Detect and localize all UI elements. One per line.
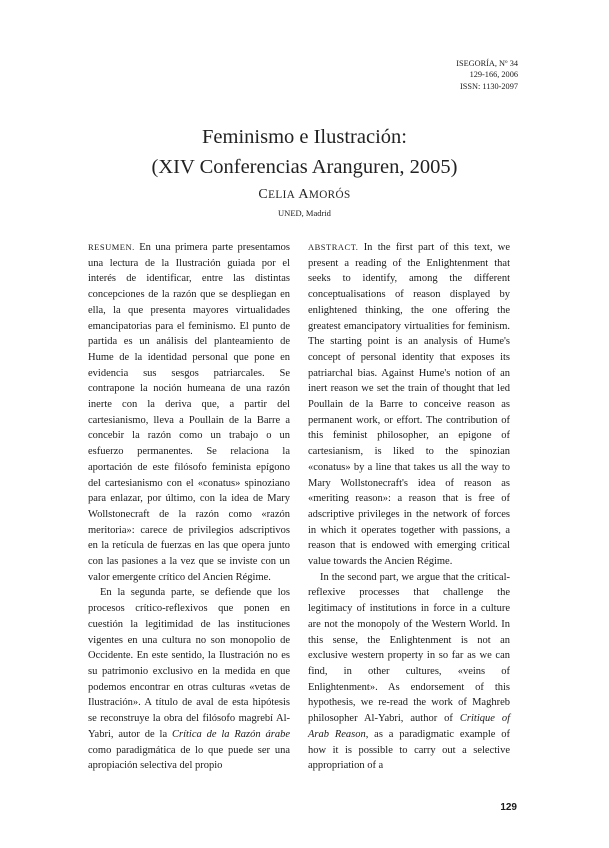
journal-issn: ISSN: 1130-2097	[459, 81, 518, 91]
abstract-p2-italic: Critique of Arab Reason	[308, 713, 511, 740]
author-affiliation: UNED, Madrid	[278, 208, 331, 218]
abstract-p2-end: , as a paradigmatic example of how it is possible to carry out a selective appropriation of a	[308, 728, 510, 772]
abstract-column	[308, 240, 510, 774]
title-line-1: Feminismo e Ilustración:	[202, 126, 407, 148]
resumen-p2-end: como paradigmática de lo que puede ser una apropiación selectiva del propio	[88, 744, 290, 772]
resumen-p2-text: En la segunda parte, se defiende que los procesos crítico-reflexivos que ponen en cuestión la legitimidad de las instituciones vigentes en una cultura no son monopolio de Occidente. En este sentido, la Ilustración no es su patrimonio exclusivo en la medida en que podemos encontrar en otras culturas «vetas de Ilustración». A título de aval de esta hipótesis se reconstruye la obra del filósofo magrebí Al-Yabri, autor de la	[88, 587, 290, 740]
abstract-label: ABSTRACT.	[308, 242, 359, 252]
abstract-paragraph-1	[308, 240, 510, 570]
resumen-p2-italic: Crítica de la Razón árabe	[171, 728, 290, 740]
author-last-rest: MORÓS	[308, 189, 351, 201]
title-line-2: (XIV Conferencias Aranguren, 2005)	[151, 156, 458, 178]
journal-header	[456, 58, 518, 92]
resumen-paragraph-2	[88, 585, 290, 773]
author-name	[0, 187, 609, 203]
page-number: 129	[500, 802, 517, 813]
resumen-paragraph-1	[88, 240, 290, 585]
resumen-label: RESUMEN.	[88, 242, 135, 252]
resumen-column	[88, 240, 290, 774]
author-first-rest: ELIA	[268, 189, 296, 201]
article-title	[0, 122, 609, 182]
abstract-p1-text: In the first part of this text, we present a reading of the Enlightenment that seeks to identify, among the different conceptualisations of reason displayed by enlightened thinking, the one offering the greatest emancipatory virtualities for feminism. The starting point is an analysis of Hume's concept of personal identity that exposes its patriarchal bias. Against Hume's notion of an inert reason we set the train of thought that led Poullain de la Barre to conceive reason as permanent work, or effort. The contribution of this feminist philosopher, an epigone of cartesianism, is liked to the spinozian «conatus» by a line that takes us all the way to Mary Wollstonecraft's idea of reason as «meriting reason»: a reason that is free of adscriptive privileges in the network of forces in which it operates together with passions, a reason that is endowed with emerging critical value towards the Ancien Régime.	[308, 242, 510, 568]
journal-name: ISEGORÍA, Nº 34	[456, 59, 518, 68]
journal-pages: 129-166, 2006	[469, 70, 518, 80]
author-last-initial: A	[298, 187, 309, 202]
abstract-p2-text: In the second part, we argue that the critical-reflexive processes that challenge the legitimacy of institutions in force in a culture are not the monopoly of the Western World. In this sense, the Enlightenment is not an exclusive western property in so far as we can find, in other cultures, «veins of Enlightenment». As endorsement of this hypothesis, we re-read the work of Maghreb philosopher Al-Yabri, author of	[308, 571, 510, 725]
abstract-paragraph-2	[308, 570, 510, 774]
resumen-p1-text: En una primera parte presentamos una lectura de la Ilustración guiada por el interés de identificar, entre las distintas concepciones de la razón que se despliegan en ella, la que presenta mayores virtualidades emancipatorias para el feminismo. El punto de partida es un análisis del planteamiento de Hume de la identidad personal que pone en evidencia sus sesgos patriarcales. Se contrapone la noción humeana de una razón inerte con la deriva que, a partir del cartesianismo, lleva a Poullain de la Barre a concebir la razón como un trabajo o un esfuerzo permanentes. Se relaciona la aportación de este filósofo feminista epígono del cartesianismo con el «conatus» spinoziano para enlazar, por último, con la idea de Mary Wollstonecraft de la razón como «razón meritoria»: carece de privilegios adscriptivos en la retícula de fuerzas en las que opera junto con las pasiones a la vez que se inviste con un valor emergente crítico del Ancien Régime.	[88, 242, 290, 583]
author-first-initial: C	[258, 187, 269, 202]
